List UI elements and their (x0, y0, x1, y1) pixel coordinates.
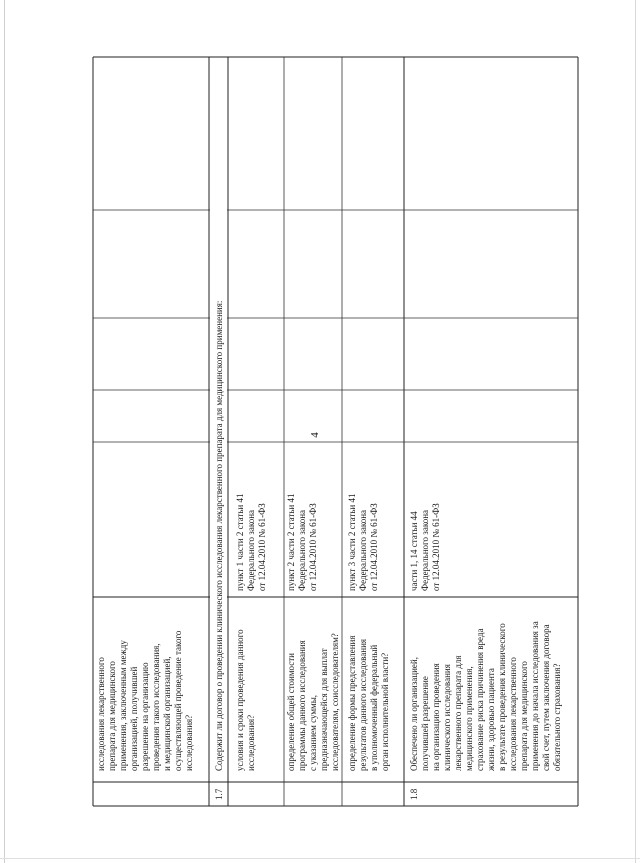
row-1-8-basis-line: от 12.04.2010 № 61-ФЗ (431, 503, 441, 591)
continued-question-line: осуществляющей проведение такого (173, 630, 183, 771)
continued-question (96, 630, 194, 771)
subrow-basis-line: Федерального закона (297, 509, 307, 591)
row-1-7-subrow (347, 494, 390, 772)
continued-question-line: проведения такого исследования, (151, 643, 161, 771)
row-1-8-question-line: применения до начала исследования за (530, 621, 540, 771)
row-1-8-question-line: Обеспечено ли организацией, (409, 657, 419, 771)
row-1-8-question-line: страхование риска причинения вреда (475, 628, 485, 771)
row-1-8-question-line: в результате проведения клинического (497, 623, 507, 771)
subrow-question-line: орган исполнительной власти? (380, 652, 390, 771)
row-1-7-header: Содержит ли договор о проведении клинического исследования лекарственного препарата для медицинского применения: (214, 300, 224, 771)
row-1-8-question-line: обязательного страхования? (552, 663, 562, 771)
row-1-8-basis (409, 503, 441, 591)
subrow-question-line: результатов данного исследования (358, 638, 368, 771)
row-1-8-question-line: клинического исследования (442, 664, 452, 771)
row-1-8-question-line: исследования лекарственного (508, 657, 518, 771)
subrow-question-line: с указанием суммы, (308, 694, 318, 771)
subrow-basis-line: от 12.04.2010 № 61-ФЗ (257, 503, 267, 591)
subrow-question-line: предназначающейся для выплат (319, 648, 329, 771)
continued-question-line: разрешение на организацию (140, 662, 150, 771)
row-1-8-question-line: медицинского применения, (464, 666, 474, 771)
continued-question-line: организацией, получившей (129, 666, 139, 771)
subrow-basis-line: Федерального закона (358, 509, 368, 591)
continued-question-line: препарата для медицинского (107, 661, 117, 771)
row-1-8-question-line: препарата для медицинского (519, 661, 529, 771)
subrow-question-line: определение общей стоимости (286, 653, 296, 771)
subrow-question-line: исследования? (246, 714, 256, 771)
continued-question-line: исследования лекарственного (96, 657, 106, 771)
subrow-question-line: определение формы представления (347, 635, 357, 771)
subrow-question-line: программы данного исследования (297, 640, 307, 771)
page-number: 4 (309, 432, 321, 438)
row-number-1-8: 1.8 (409, 788, 419, 800)
continued-question-line: применения, заключенным между (118, 640, 128, 771)
subrow-question-line: исследователям, соисследователям? (330, 633, 340, 771)
row-1-8-question-line: жизни, здоровью пациента (486, 668, 496, 771)
row-1-8-question-line: получившей разрешение (420, 676, 430, 771)
row-1-7-subrow (235, 494, 267, 772)
subrow-question-line: в уполномоченный федеральный (369, 644, 379, 771)
row-1-8-question-line: лекарственного препарата для (453, 655, 463, 771)
continued-question-line: исследования? (184, 714, 194, 771)
row-1-8-basis-line: части 1, 14 статьи 44 (409, 511, 419, 591)
subrow-basis-line: пункт 3 части 2 статьи 41 (347, 493, 357, 591)
row-number-1-7: 1.7 (214, 788, 224, 800)
row-1-8-basis-line: Федерального закона (420, 509, 430, 591)
subrow-basis-line: от 12.04.2010 № 61-ФЗ (308, 503, 318, 591)
subrow-question-line: условия и сроки проведения данного (235, 629, 245, 771)
row-1-8-question-line: свой счет, путем заключения договора (541, 624, 551, 771)
subrow-basis-line: Федерального закона (246, 509, 256, 591)
subrow-basis-line: от 12.04.2010 № 61-ФЗ (369, 503, 379, 591)
row-1-7-subrow (286, 494, 340, 772)
subrow-basis-line: пункт 1 части 2 статьи 41 (235, 493, 245, 591)
continued-question-line: и медицинской организацией, (162, 656, 172, 771)
subrow-basis-line: пункт 2 части 2 статьи 41 (286, 493, 296, 591)
row-1-8-question-line: на организацию проведения (431, 663, 441, 771)
row-1-8-question (409, 621, 562, 772)
